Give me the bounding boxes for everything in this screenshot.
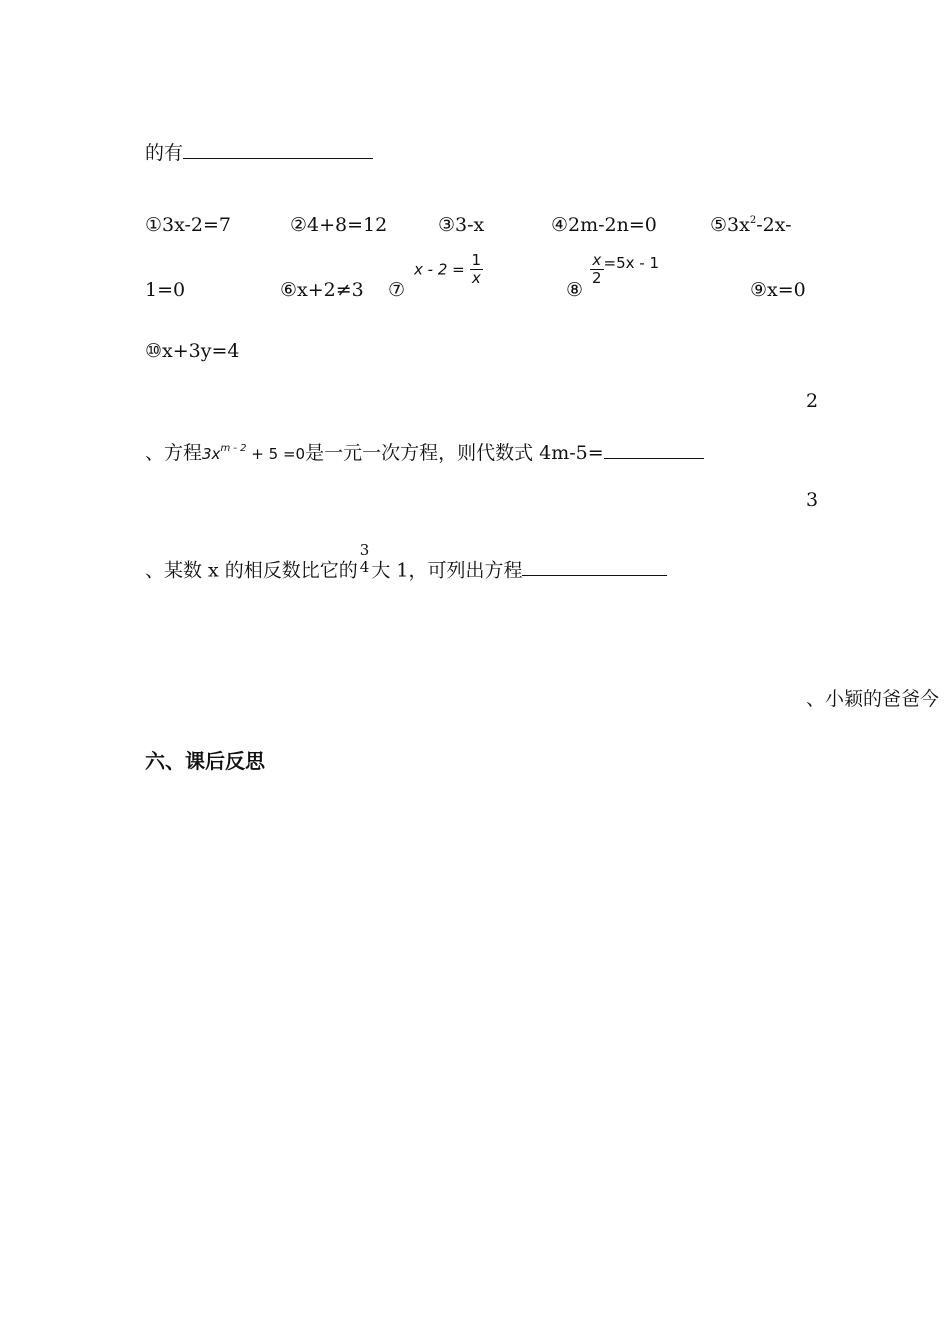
choice-2: ②4+8=12: [290, 214, 388, 236]
choice-7-label: ⑦: [388, 279, 406, 301]
choice-7-numerator: 1: [471, 251, 482, 269]
answer-blank-2[interactable]: [604, 442, 704, 459]
question-2: [145, 442, 704, 463]
choice-8-fraction: [590, 252, 604, 288]
choice-8-denominator: 2: [592, 269, 602, 288]
choice-6: ⑥x+2≠3: [280, 279, 364, 301]
choice-8-label: ⑧: [566, 279, 584, 301]
question-3-prefix: 、某数 x 的相反数比它的: [145, 559, 358, 582]
question-3-numerator: 3: [359, 541, 370, 559]
choice-7-lhs: x - 2 =: [414, 260, 465, 279]
section-heading: 六、课后反思: [145, 749, 265, 773]
line1-text: 的有: [145, 142, 184, 164]
question-3: [145, 541, 667, 589]
choice-8-numerator: x: [590, 252, 604, 270]
choice-9: ⑨x=0: [750, 279, 806, 301]
question-2-eq-rest: + 5 =0: [251, 445, 306, 463]
choice-7-equation: [414, 252, 483, 288]
question-line-1: [145, 142, 373, 163]
choice-8-equation: [590, 252, 659, 288]
choice-5-pre: ⑤3x: [710, 214, 750, 236]
answer-blank-1[interactable]: [183, 142, 373, 159]
choice-3: ③3-x: [438, 214, 485, 236]
question-2-eq-base: 3x: [202, 445, 221, 463]
question-2-suffix: 是一元一次方程，则代数式 4m-5=: [305, 442, 604, 464]
choice-5-post: -2x-: [756, 214, 792, 236]
choice-8-rhs: =5x - 1: [603, 254, 660, 272]
question-2-prefix: 、方程: [145, 442, 203, 464]
choice-1: ①3x-2=7: [145, 214, 232, 236]
question-4: 、小颖的爸爸今: [806, 688, 940, 710]
choice-7-fraction: [470, 252, 484, 288]
question-3-number: 3: [806, 489, 819, 511]
question-3-denominator: 4: [359, 558, 370, 577]
question-3-suffix: 大 1，可列出方程: [371, 559, 523, 582]
question-2-number: 2: [806, 390, 819, 412]
choice-7-denominator: x: [471, 269, 481, 288]
choice-5-exponent: 2: [749, 215, 757, 226]
choice-5: [710, 216, 792, 235]
question-3-fraction: [358, 542, 372, 577]
question-2-equation: [202, 445, 305, 463]
question-2-eq-exponent: m - 2: [220, 443, 247, 454]
answer-blank-3[interactable]: [522, 559, 667, 576]
choice-4: ④2m-2n=0: [551, 214, 657, 236]
choice-10: ⑩x+3y=4: [145, 340, 240, 362]
choice-5-continued: 1=0: [145, 279, 186, 301]
